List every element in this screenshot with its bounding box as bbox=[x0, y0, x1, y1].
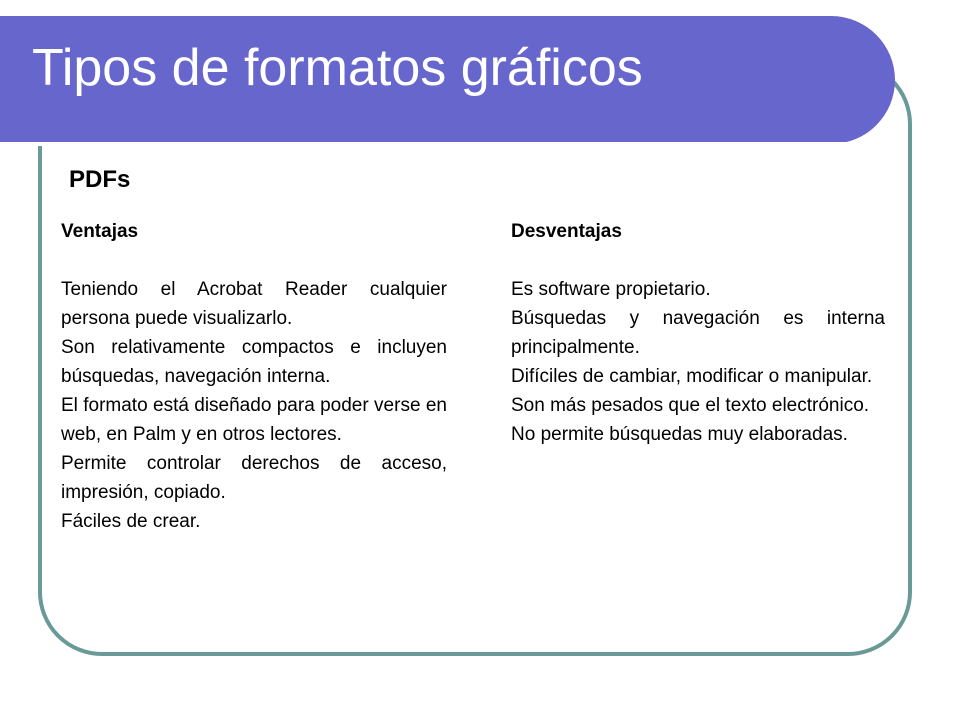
disadvantages-list bbox=[511, 275, 885, 449]
list-item: Teniendo el Acrobat Reader cualquier persona puede visualizarlo. bbox=[61, 279, 447, 329]
slide-title: Tipos de formatos gráficos bbox=[32, 39, 643, 97]
list-item: Son más pesados que el texto electrónico. bbox=[511, 395, 870, 416]
list-item: El formato está diseñado para poder verse en web, en Palm y en otros lectores. bbox=[61, 395, 447, 445]
list-item: Es software propietario. bbox=[511, 279, 711, 300]
advantages-list bbox=[61, 275, 447, 536]
disadvantages-column bbox=[511, 217, 885, 449]
slide-subtitle: PDFs bbox=[69, 166, 131, 193]
list-item: Difíciles de cambiar, modificar o manipular. bbox=[511, 366, 873, 387]
list-item: Son relativamente compactos e incluyen búsquedas, navegación interna. bbox=[61, 337, 447, 387]
advantages-heading: Ventajas bbox=[61, 221, 139, 242]
list-item: No permite búsquedas muy elaboradas. bbox=[511, 424, 848, 445]
title-underline bbox=[0, 142, 850, 146]
list-item: Permite controlar derechos de acceso, impresión, copiado. bbox=[61, 453, 447, 503]
list-item: Fáciles de crear. bbox=[61, 511, 201, 532]
disadvantages-heading: Desventajas bbox=[511, 221, 622, 242]
list-item: Búsquedas y navegación es interna principalmente. bbox=[511, 308, 885, 358]
advantages-column bbox=[61, 217, 447, 536]
